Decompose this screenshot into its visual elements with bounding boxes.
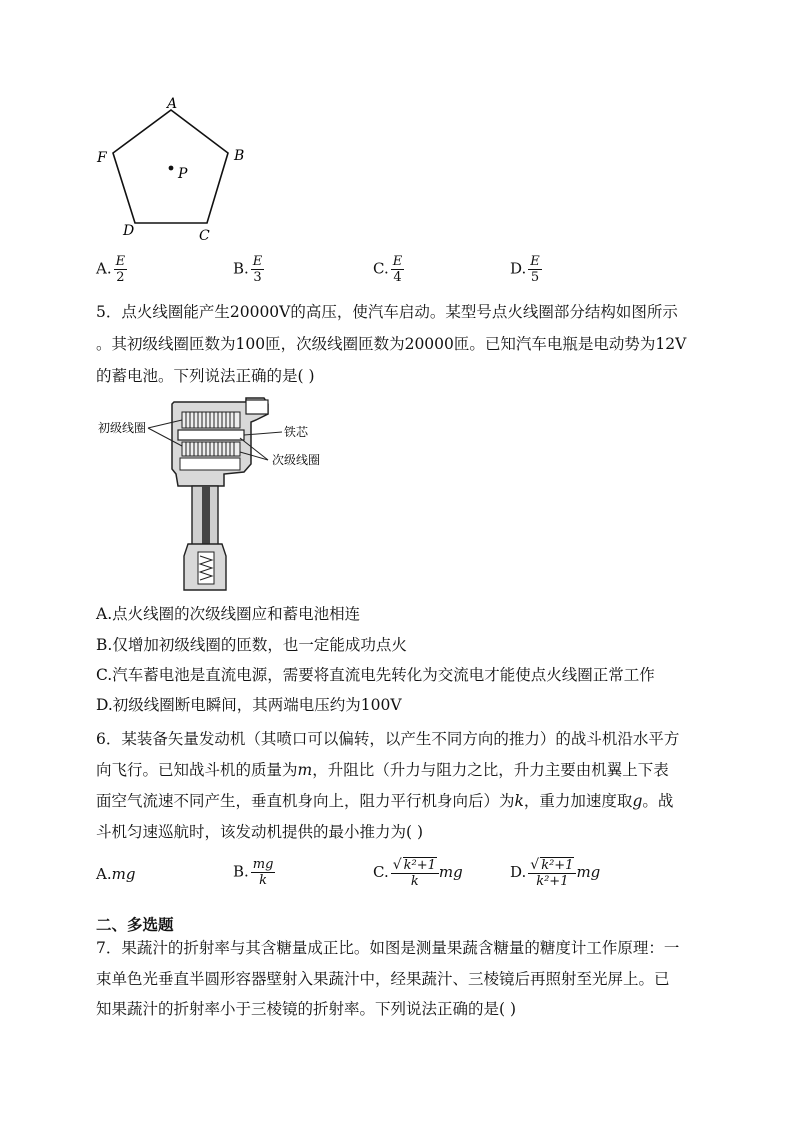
q4-option-d[interactable]	[510, 254, 542, 285]
variable-g: g	[632, 792, 643, 810]
vertex-b-label: B	[234, 148, 245, 164]
q5-stem-line2: 。其初级线圈匝数为100匝，次级线圈匝数为20000匝。已知汽车电瓶是电动势为12V	[96, 335, 687, 353]
fraction-numerator: E	[530, 254, 540, 269]
q5-option-c[interactable]: C.汽车蓄电池是直流电源，需要将直流电先转化为交流电才能使点火线圈正常工作	[96, 666, 655, 684]
point-p-label: P	[178, 166, 188, 182]
iron-core-label: 铁芯	[284, 425, 309, 439]
q6-stem-line1: 6．某装备矢量发动机（其喷口可以偏转，以产生不同方向的推力）的战斗机沿水平方	[96, 730, 680, 748]
q6-stem-line3	[96, 791, 673, 811]
fraction-denominator: k²+1	[536, 874, 569, 889]
q7-stem-line3: 知果蔬汁的折射率小于三棱镜的折射率。下列说法正确的是( )	[96, 1000, 517, 1018]
option-prefix: C.	[373, 259, 389, 278]
q7-stem-line1: 7．果蔬汁的折射率与其含糖量成正比。如图是测量果蔬含糖量的糖度计工作原理：一	[96, 939, 680, 957]
fraction-denominator: 2	[116, 270, 125, 285]
fraction-denominator: 4	[393, 270, 402, 285]
fraction-denominator: k	[410, 874, 419, 889]
option-tail: mg	[438, 863, 463, 881]
vertex-f-label: F	[97, 150, 107, 166]
q6-option-a[interactable]	[96, 864, 135, 884]
section-title-multiple-choice: 二、多选题	[96, 916, 174, 934]
fraction-numerator: E	[392, 254, 403, 269]
fraction-denominator: 5	[530, 270, 540, 285]
vertex-a-label: A	[167, 96, 178, 112]
fraction	[528, 254, 542, 285]
q6-option-c[interactable]	[373, 857, 463, 889]
coil-cap	[246, 400, 268, 414]
option-prefix: C.	[373, 863, 389, 881]
option-tail: mg	[576, 863, 601, 881]
fraction-numerator: mg	[252, 857, 274, 872]
option-prefix: B.	[233, 862, 249, 881]
option-prefix: D.	[510, 863, 527, 881]
ignition-coil-figure	[96, 394, 356, 594]
variable-k: k	[514, 792, 524, 810]
secondary-coil-windings	[182, 442, 240, 456]
q6-option-d[interactable]	[510, 857, 600, 889]
q6-stem-line2	[96, 760, 669, 780]
q5-stem-line1: 5．点火线圈能产生20000V的高压，使汽车启动。某型号点火线圈部分结构如图所示	[96, 303, 678, 321]
option-prefix: B.	[233, 259, 249, 278]
fraction-numerator: E	[115, 254, 126, 269]
primary-coil-windings	[182, 412, 240, 428]
q6-option-b[interactable]	[233, 857, 275, 888]
primary-coil-label: 初级线圈	[98, 421, 147, 435]
q4-option-c[interactable]	[373, 254, 404, 285]
q6-text: 。战	[642, 792, 674, 810]
vertex-d-label: D	[123, 223, 135, 239]
q6-text: 向飞行。已知战斗机的质量为	[96, 761, 298, 779]
variable-m: m	[297, 761, 313, 779]
point-p-dot	[169, 166, 174, 171]
q6-text: 面空气流速不同产生，垂直机身向上，阻力平行机身向后）为	[96, 792, 515, 810]
fraction	[114, 254, 128, 285]
q5-option-a[interactable]: A.点火线圈的次级线圈应和蓄电池相连	[96, 605, 361, 623]
radicand: k²+1	[403, 858, 436, 873]
fraction	[391, 857, 439, 889]
q5-option-b[interactable]: B.仅增加初级线圈的匝数，也一定能成功点火	[96, 636, 407, 654]
fraction-denominator: k	[259, 873, 268, 888]
iron-core	[178, 430, 244, 440]
coil-rod	[202, 486, 210, 544]
option-prefix: D.	[510, 259, 527, 278]
fraction-denominator: 3	[253, 270, 262, 285]
coil-lower-chamber	[180, 458, 240, 470]
q4-option-b[interactable]	[233, 254, 264, 285]
q6-text: ，重力加速度取	[523, 792, 633, 810]
q5-option-d[interactable]: D.初级线圈断电瞬间，其两端电压约为100V	[96, 696, 402, 714]
vertex-c-label: C	[199, 228, 210, 244]
fraction	[391, 254, 405, 285]
fraction	[528, 857, 576, 889]
q4-option-a[interactable]	[96, 254, 127, 285]
fraction-numerator	[528, 857, 576, 874]
q7-stem-line2: 束单色光垂直半圆形容器壁射入果蔬汁中，经果蔬汁、三棱镜后再照射至光屏上。已	[96, 970, 670, 988]
q6-text: ，升阻比（升力与阻力之比，升力主要由机翼上下表	[312, 761, 669, 779]
option-prefix: A.	[96, 259, 112, 278]
pentagon-figure	[90, 92, 260, 252]
radicand: k²+1	[541, 858, 574, 873]
fraction-numerator	[391, 857, 439, 874]
fraction-numerator: E	[252, 254, 263, 269]
q6-stem-line4: 斗机匀速巡航时，该发动机提供的最小推力为( )	[96, 823, 424, 841]
fraction	[251, 857, 276, 888]
fraction	[251, 254, 265, 285]
secondary-coil-label: 次级线圈	[272, 453, 321, 467]
option-prefix: A.	[96, 865, 112, 883]
option-value: mg	[111, 865, 136, 883]
q5-stem-line3: 的蓄电池。下列说法正确的是( )	[96, 367, 315, 385]
radical-sign: √	[530, 857, 540, 873]
radical-sign: √	[392, 857, 402, 873]
